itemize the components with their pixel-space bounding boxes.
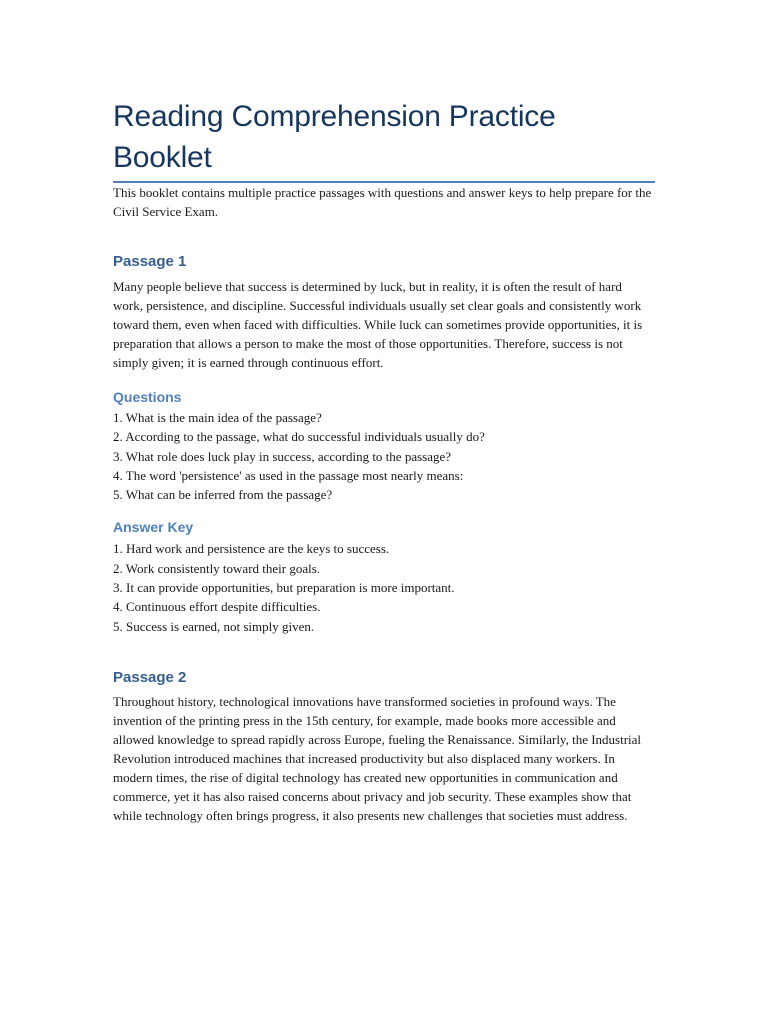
- question-item: 1. What is the main idea of the passage?: [113, 410, 322, 425]
- answer-item: 4. Continuous effort despite difficulties.: [113, 599, 321, 615]
- question-item: 4. The word 'persistence' as used in the passage most nearly means:: [113, 467, 464, 483]
- question-item: 3. What role does luck play in success, according to the passage?: [113, 448, 452, 464]
- passage-1-answer-list: [113, 539, 655, 635]
- answer-item: 1. Hard work and persistence are the keys to success.: [113, 541, 390, 557]
- passage-2-heading: Passage 2: [113, 668, 187, 686]
- passage-1-questions-list: [113, 408, 655, 504]
- document-page: [113, 96, 655, 825]
- intro-paragraph: This booklet contains multiple practice passages with questions and answer keys to help prepare for the Civil Service Exam.: [113, 185, 652, 219]
- passage-1-heading: Passage 1: [113, 253, 187, 270]
- passage-1-text: Many people believe that success is determined by luck, but in reality, it is often the result of hard work, persistence, and discipline. Successful individuals usually set clear goals and consistently work toward them, even when faced with difficulties. While luck can sometimes provide opportunities, it is preparation that allows a person to make the most of those opportunities. Therefore, success is not simply given; it is earned through continuous effort.: [113, 279, 643, 370]
- passage-1-answer-key-heading: Answer Key: [113, 519, 194, 536]
- document-title: Reading Comprehension Practice Booklet: [113, 100, 556, 174]
- answer-item: 2. Work consistently toward their goals.: [113, 560, 321, 576]
- answer-item: 5. Success is earned, not simply given.: [113, 618, 315, 634]
- passage-2-text: Throughout history, technological innovations have transformed societies in profound ways. The invention of the printing press in the 15th century, for example, made books more accessible and allowed knowledge to spread rapidly across Europe, fueling the Renaissance. Similarly, the Industrial Revolution introduced machines that increased productivity but also displaced many workers. In modern times, the rise of digital technology has created new opportunities in communication and commerce, yet it has also raised concerns about privacy and job security. These examples show that while technology often brings progress, it also presents new challenges that societies must address.: [113, 693, 642, 823]
- answer-item: 3. It can provide opportunities, but preparation is more important.: [113, 580, 455, 596]
- question-item: 5. What can be inferred from the passage?: [113, 487, 333, 503]
- passage-1-questions-heading: Questions: [113, 389, 182, 405]
- question-item: 2. According to the passage, what do successful individuals usually do?: [113, 429, 485, 445]
